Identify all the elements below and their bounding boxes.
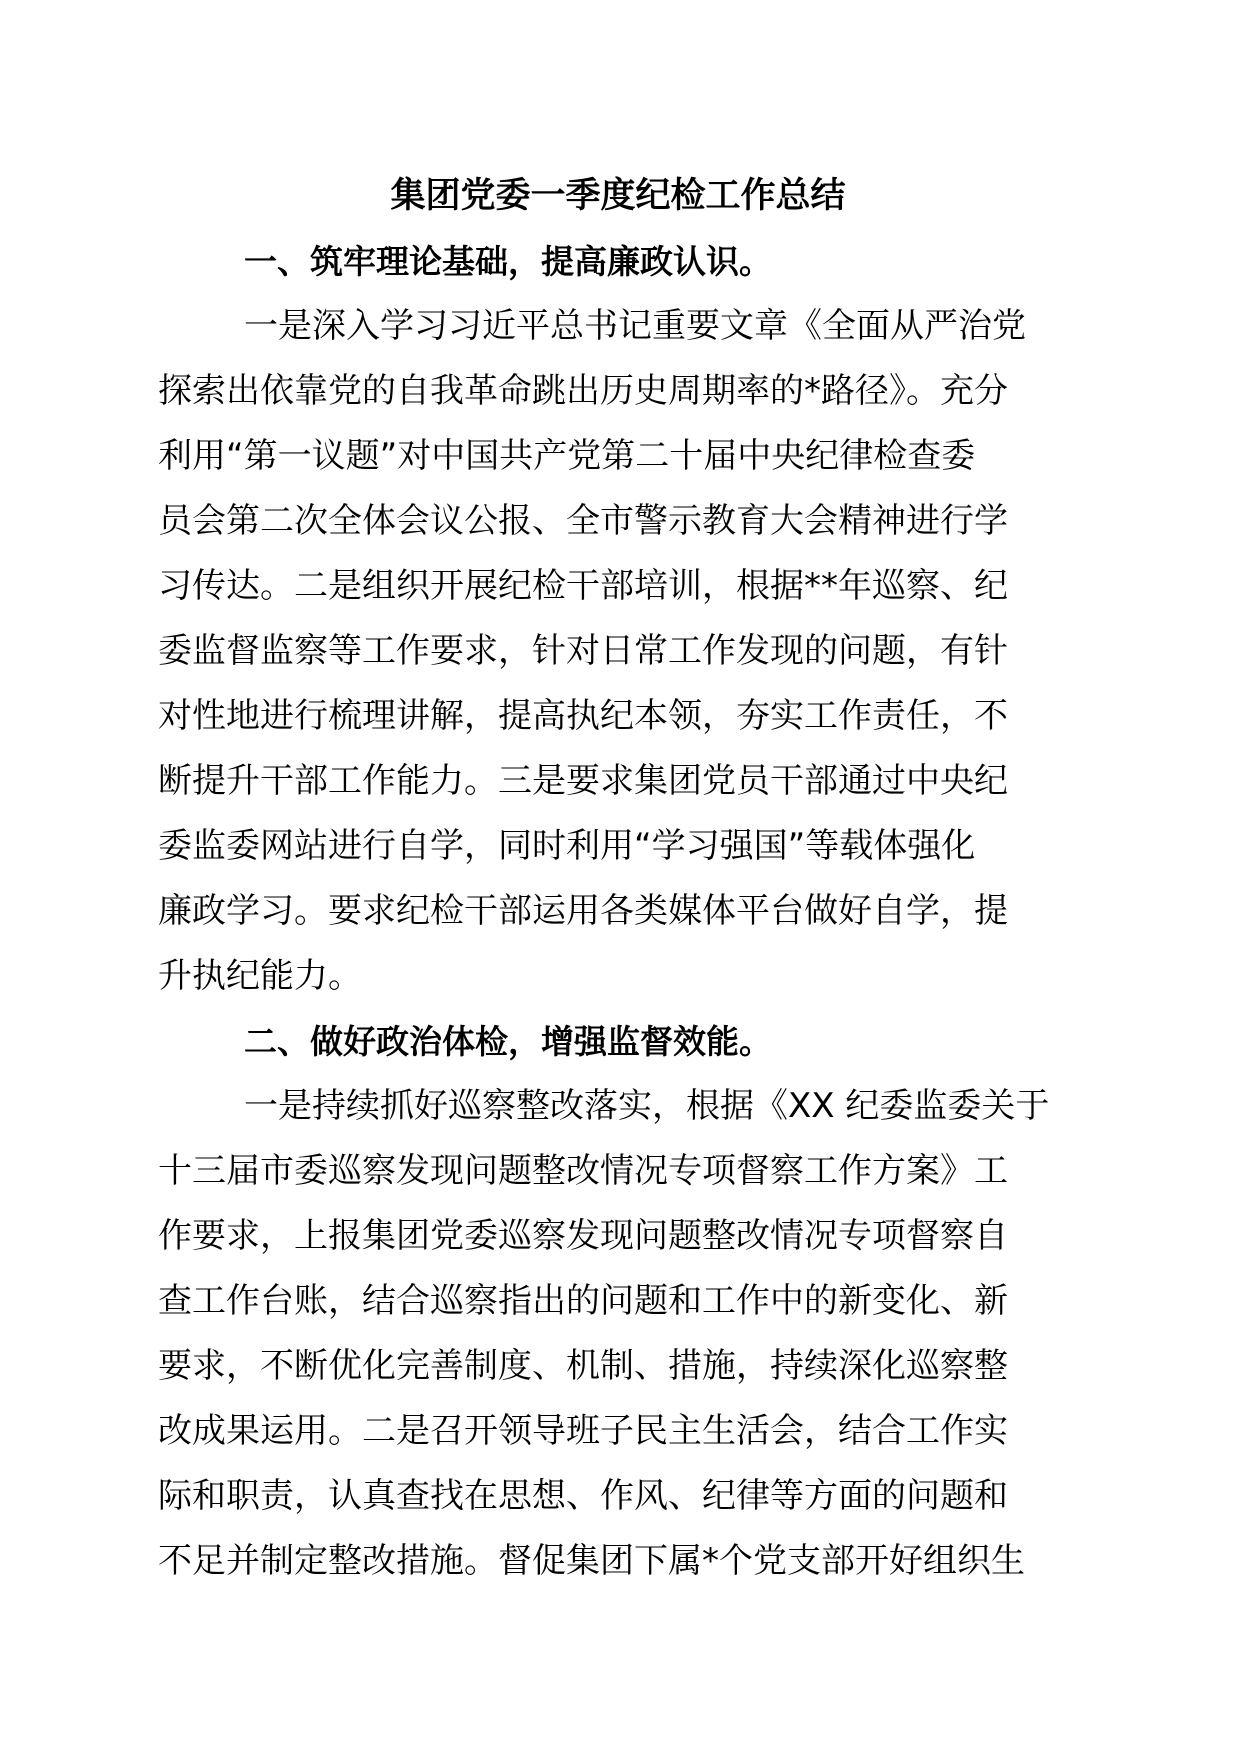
section-2-paragraph-line: 查工作台账，结合巡察指出的问题和工作中的新变化、新 <box>158 1281 1008 1321</box>
section-1-paragraph-line: 委监委网站进行自学，同时利用“学习强国”等载体强化 <box>158 826 976 866</box>
section-1-paragraph-line: 利用“第一议题”对中国共产党第二十届中央纪律检查委 <box>158 436 976 476</box>
section-2-paragraph-line: 改成果运用。二是召开领导班子民主生活会，结合工作实 <box>158 1411 1008 1451</box>
section-1-paragraph-line: 探索出依靠党的自我革命跳出历史周期率的*路径》。充分 <box>158 371 1008 411</box>
document-sections <box>158 229 1078 1594</box>
section-1-paragraph-line: 升执纪能力。 <box>158 956 362 996</box>
section-1-paragraph-line: 对性地进行梳理讲解，提高执纪本领，夯实工作责任，不 <box>158 696 1008 736</box>
section-2-paragraph-line: 作要求，上报集团党委巡察发现问题整改情况专项督察自 <box>158 1216 1008 1256</box>
section-1-paragraph-line: 廉政学习。要求纪检干部运用各类媒体平台做好自学，提 <box>158 891 1008 931</box>
section-2-paragraph-line: 际和职责，认真查找在思想、作风、纪律等方面的问题和 <box>158 1476 1008 1516</box>
section-2-paragraph-line: 十三届市委巡察发现问题整改情况专项督察工作方案》工 <box>158 1151 1008 1191</box>
section-1-paragraph-line: 一是深入学习习近平总书记重要文章《全面从严治党 <box>244 306 1026 346</box>
section-1-paragraph-line: 断提升干部工作能力。三是要求集团党员干部通过中央纪 <box>158 761 1008 801</box>
section-2-paragraph-line: 一是持续抓好巡察整改落实，根据《XX 纪委监委关于 <box>244 1086 1050 1126</box>
section-1-heading: 一、筑牢理论基础，提高廉政认识。 <box>244 242 772 281</box>
section-2-paragraph-line: 要求，不断优化完善制度、机制、措施，持续深化巡察整 <box>158 1346 1008 1386</box>
section-2-heading: 二、做好政治体检，增强监督效能。 <box>244 1022 772 1061</box>
document-content <box>158 164 1078 1594</box>
section-1-paragraph-line: 习传达。二是组织开展纪检干部培训，根据**年巡察、纪 <box>158 566 1008 606</box>
section-1-paragraph-line: 员会第二次全体会议公报、全市警示教育大会精神进行学 <box>158 501 1008 541</box>
document-title: 集团党委一季度纪检工作总结 <box>390 176 846 216</box>
section-2-paragraph-line: 不足并制定整改措施。督促集团下属*个党支部开好组织生 <box>158 1541 1025 1581</box>
section-1-paragraph-line: 委监督监察等工作要求，针对日常工作发现的问题，有针 <box>158 631 1008 671</box>
